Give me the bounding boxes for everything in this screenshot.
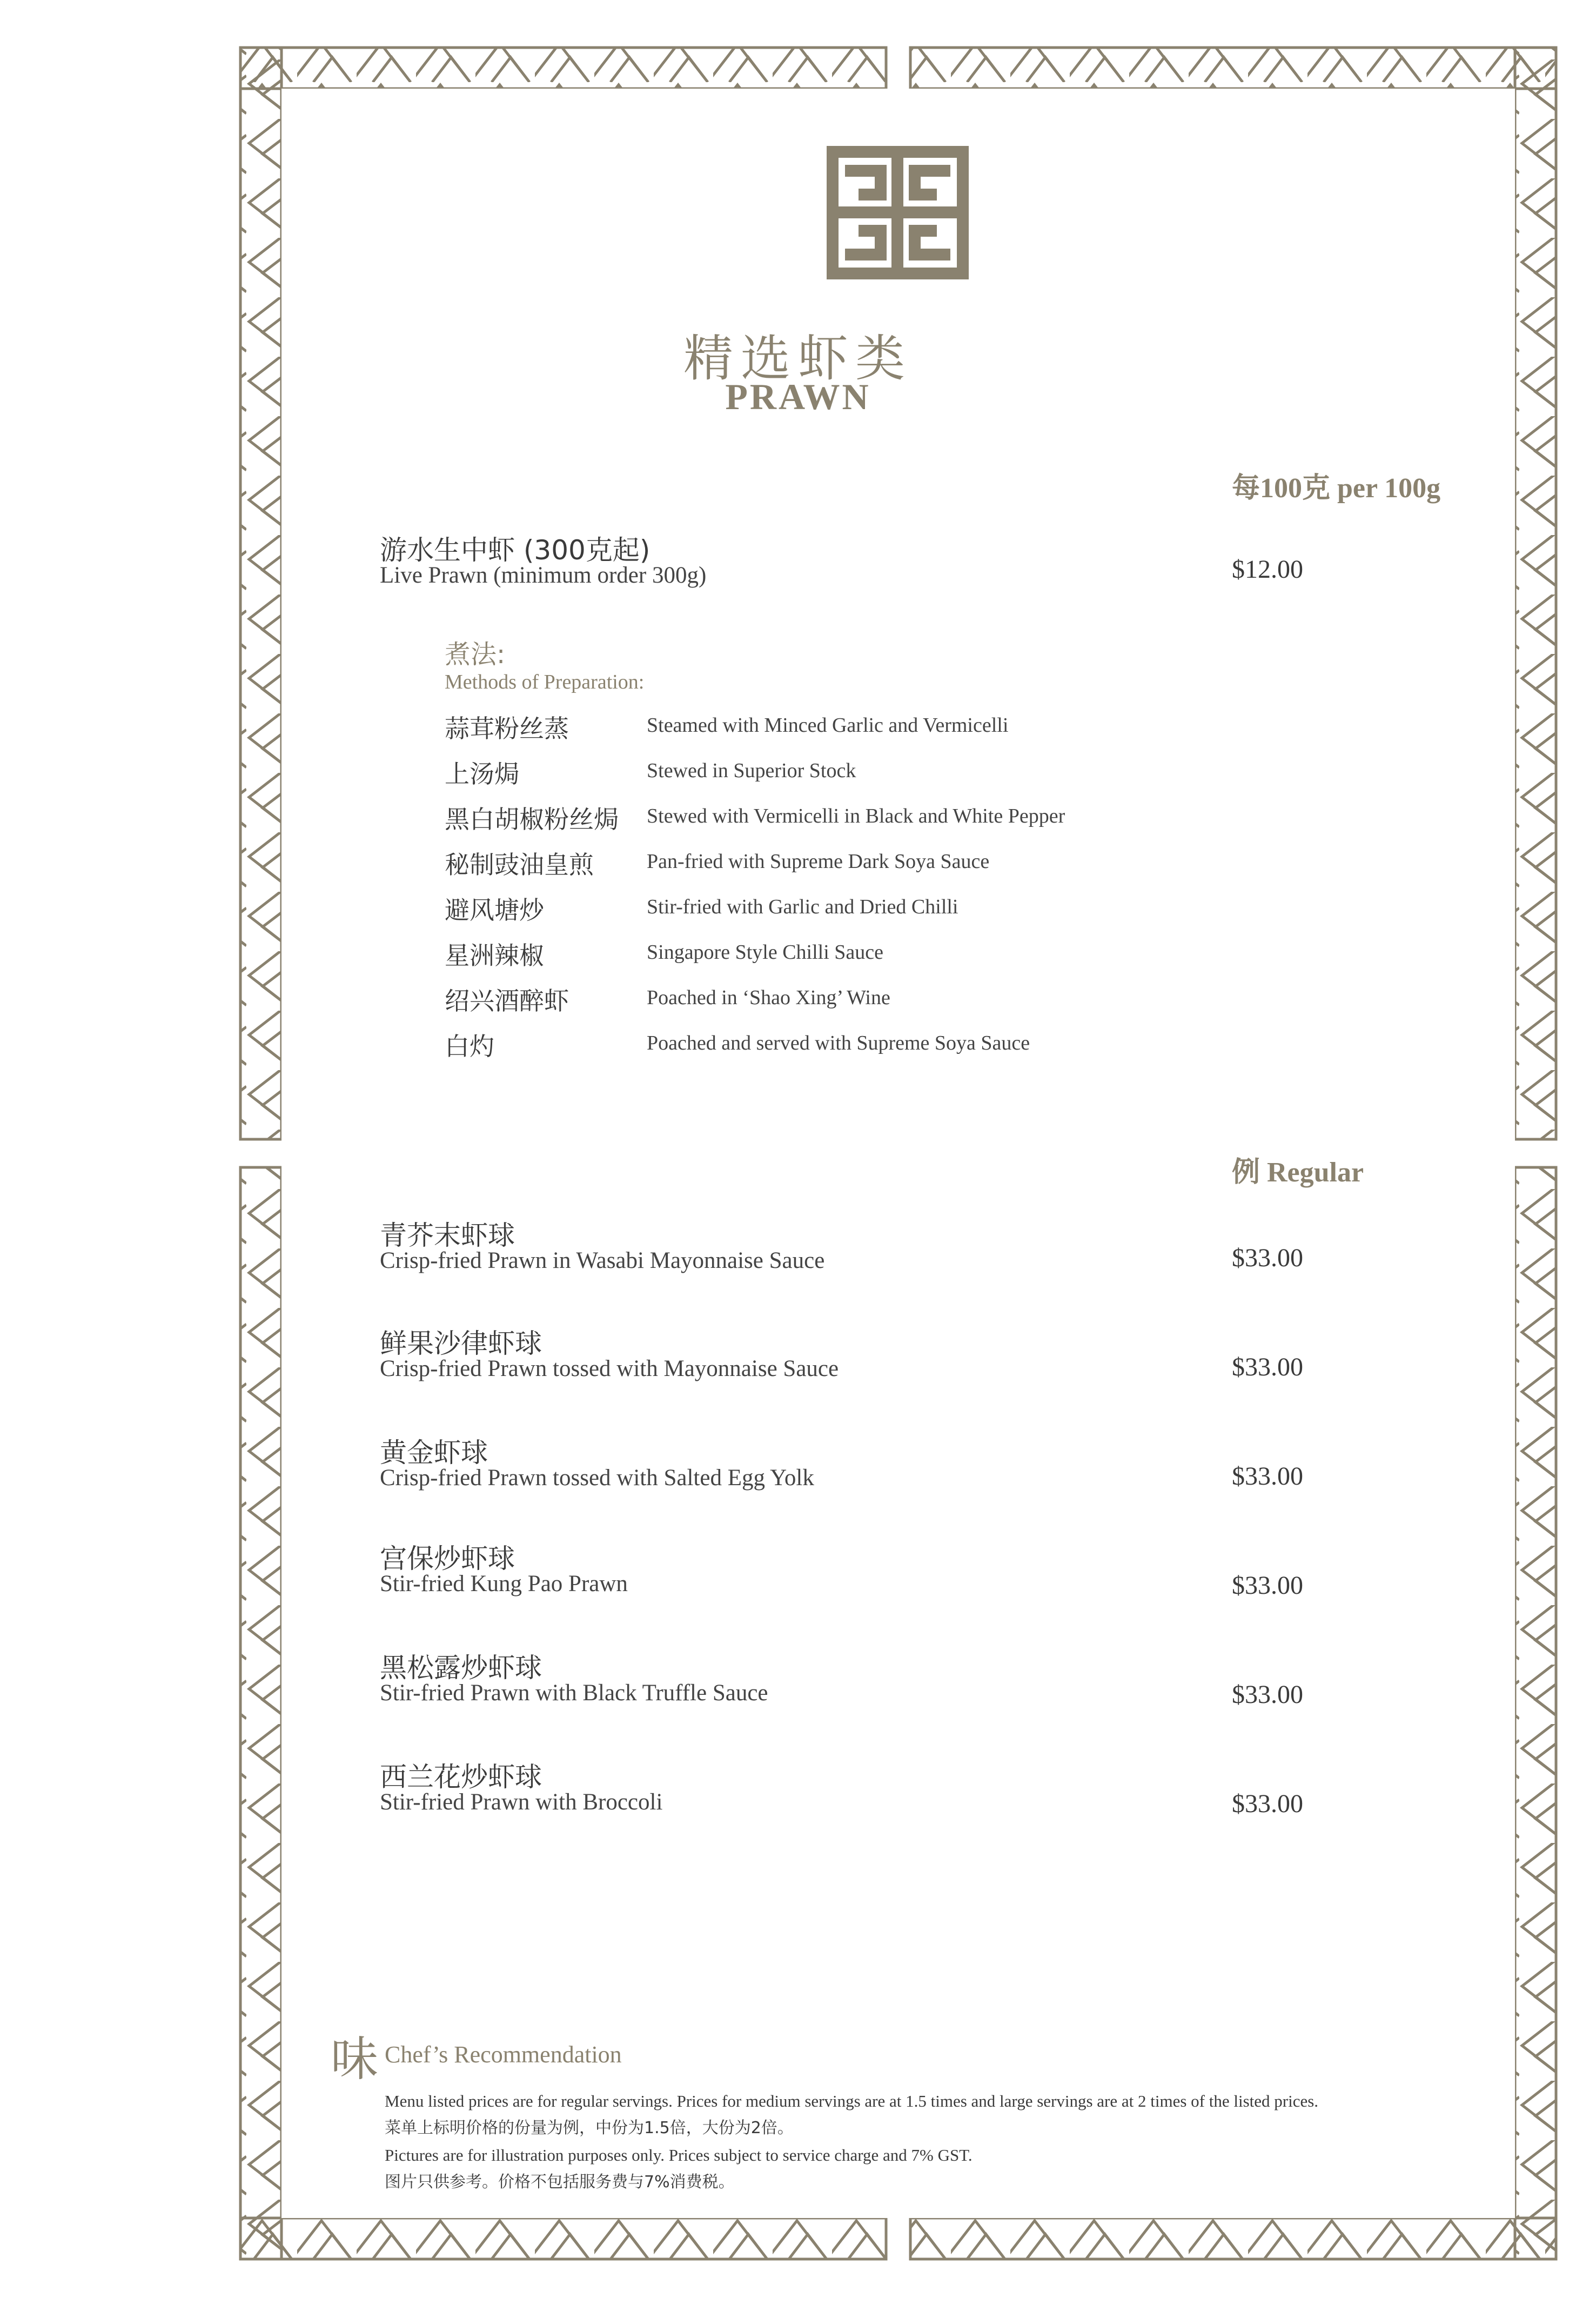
method-zh: 绍兴酒醉虾 (445, 986, 569, 1016)
chef-recommendation-icon: 味 (331, 2031, 379, 2087)
dish-price: $33.00 (1232, 1680, 1303, 1709)
dish-price: $33.00 (1232, 1244, 1303, 1272)
footer-note-disclaimer-zh: 图片只供参考。价格不包括服务费与7%消费税。 (385, 2173, 735, 2192)
dish-name-en: Stir-fried Prawn with Broccoli (380, 1789, 663, 1815)
dish-name-zh: 青芥末虾球 (380, 1220, 515, 1251)
chef-recommendation-label: Chef’s Recommendation (385, 2041, 622, 2068)
footer-note-serving-en: Menu listed prices are for regular servings. Prices for medium servings are at 1.5 times and large servings are at 2 times of the listed prices. (385, 2092, 1319, 2110)
dish-name-en: Stir-fried Kung Pao Prawn (380, 1571, 628, 1596)
dish-name-en: Crisp-fried Prawn tossed with Salted Egg Yolk (380, 1465, 814, 1491)
method-en: Steamed with Minced Garlic and Vermicelli (647, 714, 1009, 737)
method-zh: 秘制豉油皇煎 (445, 850, 594, 879)
dish-name-zh: 宫保炒虾球 (380, 1543, 515, 1574)
method-zh: 避风塘炒 (445, 896, 544, 925)
meander-knot-logo-icon (833, 152, 963, 273)
dish-name-zh: 黄金虾球 (380, 1437, 488, 1468)
dish-name-zh: 游水生中虾 (300克起) (380, 535, 651, 566)
dish-name-en: Stir-fried Prawn with Black Truffle Sauce (380, 1680, 768, 1706)
dish-price: $33.00 (1232, 1462, 1303, 1491)
footer-note-disclaimer-en: Pictures are for illustration purposes only. Prices subject to service charge and 7% GST. (385, 2146, 973, 2165)
dish-price: $12.00 (1232, 555, 1303, 584)
page-title-zh: 精选虾类 (683, 330, 913, 388)
method-zh: 黑白胡椒粉丝焗 (445, 805, 619, 834)
method-zh: 白灼 (445, 1032, 494, 1061)
price-regular-header: 例 Regular (1232, 1157, 1364, 1188)
dish-name-en: Crisp-fried Prawn in Wasabi Mayonnaise Sauce (380, 1248, 825, 1273)
method-zh: 星洲辣椒 (445, 941, 544, 970)
method-en: Stir-fried with Garlic and Dried Chilli (647, 896, 958, 918)
dish-price: $33.00 (1232, 1353, 1303, 1381)
dish-price: $33.00 (1232, 1571, 1303, 1600)
method-en: Stewed in Superior Stock (647, 759, 856, 782)
preparation-heading-zh: 煮法: (445, 639, 506, 670)
method-zh: 蒜茸粉丝蒸 (445, 714, 569, 743)
price-per-100g-header: 每100克 per 100g (1232, 473, 1441, 504)
page-title-en: PRAWN (725, 376, 871, 417)
dish-name-zh: 鲜果沙律虾球 (380, 1328, 542, 1359)
method-en: Singapore Style Chilli Sauce (647, 941, 884, 964)
method-en: Poached and served with Supreme Soya Sauce (647, 1032, 1030, 1054)
method-zh: 上汤焗 (445, 759, 519, 789)
dish-name-zh: 黑松露炒虾球 (380, 1652, 542, 1684)
method-en: Stewed with Vermicelli in Black and White Pepper (647, 805, 1065, 827)
dish-price: $33.00 (1232, 1789, 1303, 1818)
method-en: Poached in ‘Shao Xing’ Wine (647, 986, 890, 1009)
dish-name-en: Live Prawn (minimum order 300g) (380, 563, 707, 588)
footer-note-serving-zh: 菜单上标明价格的份量为例，中份为1.5倍，大份为2倍。 (385, 2119, 794, 2137)
method-en: Pan-fried with Supreme Dark Soya Sauce (647, 850, 990, 873)
dish-name-zh: 西兰花炒虾球 (380, 1761, 542, 1793)
preparation-heading-en: Methods of Preparation: (445, 671, 645, 693)
dish-name-en: Crisp-fried Prawn tossed with Mayonnaise Sauce (380, 1356, 839, 1381)
